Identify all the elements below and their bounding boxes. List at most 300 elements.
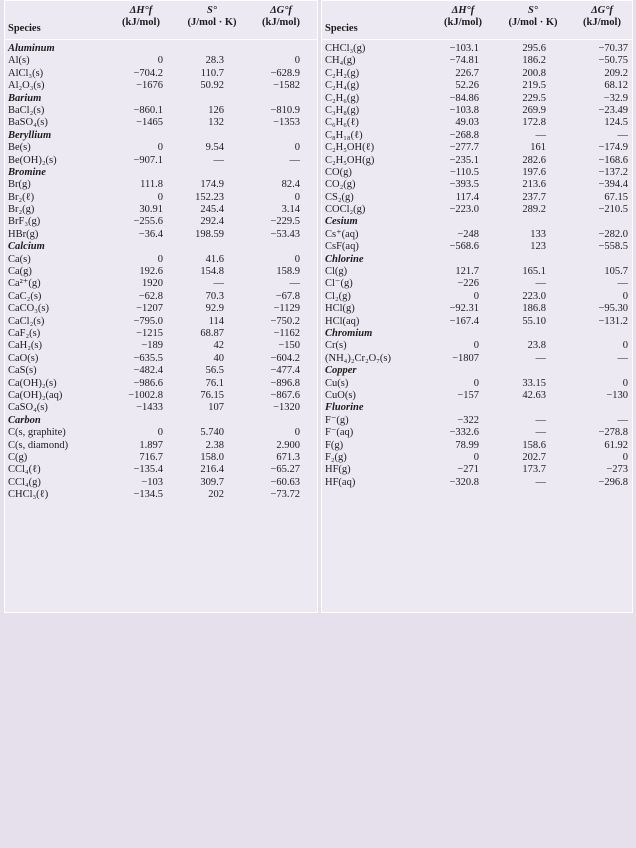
entropy-value: 229.5 <box>522 92 546 104</box>
enthalpy-value: 111.8 <box>140 179 163 191</box>
gibbs-value: 2.900 <box>276 439 300 451</box>
species-name: CaSO₄(s) <box>8 402 48 414</box>
table-row <box>5 204 317 216</box>
enthalpy-value: −271 <box>457 464 479 476</box>
table-row <box>5 328 317 340</box>
table-row <box>322 427 632 439</box>
table-row <box>322 464 632 476</box>
gibbs-value: 67.15 <box>604 191 628 203</box>
species-name: Br₂(g) <box>8 204 35 216</box>
entropy-value: 269.9 <box>522 104 546 116</box>
table-row <box>322 378 632 390</box>
enthalpy-value: 0 <box>157 142 163 154</box>
species-name: C₃H₈(g) <box>325 104 360 116</box>
entropy-value: 50.92 <box>200 80 224 92</box>
table-row <box>322 440 632 452</box>
table-row <box>5 192 317 204</box>
header-divider <box>322 39 632 40</box>
gibbs-value: 0 <box>622 290 628 302</box>
species-name: CHCl₃(ℓ) <box>8 489 49 501</box>
entropy-value: — <box>213 278 224 290</box>
enthalpy-value: 1920 <box>142 278 163 290</box>
gibbs-value: −1582 <box>273 80 300 92</box>
species-name: Ca²⁺(g) <box>8 278 41 290</box>
species-name: CaH₂(s) <box>8 340 42 352</box>
entropy-value: 158.6 <box>522 439 546 451</box>
table-row <box>5 117 317 129</box>
entropy-value: 237.7 <box>522 191 546 203</box>
enthalpy-value: −235.1 <box>449 154 479 166</box>
gibbs-header <box>574 5 630 29</box>
table-row <box>322 192 632 204</box>
group-heading-row <box>322 365 632 377</box>
entropy-value: 173.7 <box>522 464 546 476</box>
enthalpy-value: −1433 <box>136 402 163 414</box>
enthalpy-unit: (kJ/mol) <box>122 17 160 28</box>
group-heading-row <box>322 328 632 340</box>
gibbs-value: 105.7 <box>604 266 628 278</box>
table-row <box>5 303 317 315</box>
enthalpy-value: −986.6 <box>133 377 163 389</box>
table-row <box>322 415 632 427</box>
table-row <box>322 105 632 117</box>
entropy-header <box>177 5 247 29</box>
enthalpy-value: −907.1 <box>133 154 163 166</box>
species-name: CH₄(g) <box>325 55 356 67</box>
species-name: C(s, graphite) <box>8 427 66 439</box>
gibbs-value: −229.5 <box>270 216 300 228</box>
gibbs-value: −95.30 <box>598 303 628 315</box>
enthalpy-value: 0 <box>473 377 479 389</box>
enthalpy-value: 192.6 <box>139 266 163 278</box>
entropy-value: — <box>535 129 546 141</box>
entropy-value: 42.63 <box>522 389 546 401</box>
gibbs-value: −53.43 <box>270 228 300 240</box>
gibbs-unit: (kJ/mol) <box>262 17 300 28</box>
species-name: (NH₄)₂Cr₂O₇(s) <box>325 352 391 364</box>
table-row <box>322 266 632 278</box>
gibbs-value: −137.2 <box>598 166 628 178</box>
gibbs-value: — <box>289 278 300 290</box>
species-name: CaO(s) <box>8 352 39 364</box>
entropy-value: 56.5 <box>205 365 224 377</box>
entropy-value: 9.54 <box>205 142 224 154</box>
species-name: CS₂(g) <box>325 191 354 203</box>
entropy-value: 165.1 <box>522 266 546 278</box>
entropy-value: 219.5 <box>522 80 546 92</box>
entropy-unit: (J/mol · K) <box>508 17 558 28</box>
enthalpy-value: −795.0 <box>133 315 163 327</box>
enthalpy-value: 0 <box>473 340 479 352</box>
enthalpy-value: −36.4 <box>138 228 163 240</box>
table-row <box>5 55 317 67</box>
gibbs-value: 61.92 <box>604 439 628 451</box>
enthalpy-value: 78.99 <box>455 439 479 451</box>
gibbs-value: 158.9 <box>276 266 300 278</box>
enthalpy-value: 0 <box>157 191 163 203</box>
species-name: Be(s) <box>8 142 31 154</box>
table-row <box>5 229 317 241</box>
species-header: Species <box>325 23 358 34</box>
species-name: CO(g) <box>325 166 352 178</box>
gibbs-value: 68.12 <box>604 80 628 92</box>
group-heading-row <box>322 216 632 228</box>
left-table-panel <box>4 0 318 613</box>
right-table-panel <box>321 0 633 613</box>
gibbs-value: −210.5 <box>598 204 628 216</box>
table-row <box>5 427 317 439</box>
table-row <box>5 179 317 191</box>
gibbs-value: 0 <box>622 377 628 389</box>
entropy-value: 126 <box>208 104 224 116</box>
entropy-value: 213.6 <box>522 179 546 191</box>
gibbs-value: 0 <box>294 253 300 265</box>
table-row <box>5 464 317 476</box>
enthalpy-value: 716.7 <box>139 451 163 463</box>
entropy-value: — <box>213 154 224 166</box>
table-row <box>322 93 632 105</box>
gibbs-value: 124.5 <box>604 117 628 129</box>
entropy-header <box>498 5 568 29</box>
entropy-value: 152.23 <box>195 191 224 203</box>
table-row <box>5 390 317 402</box>
table-row <box>5 142 317 154</box>
gibbs-value: −70.37 <box>598 43 628 54</box>
species-name: F⁻(aq) <box>325 427 354 439</box>
gibbs-value: −278.8 <box>598 427 628 439</box>
gibbs-header <box>253 5 309 29</box>
enthalpy-value: 0 <box>157 253 163 265</box>
group-heading-row <box>5 43 317 55</box>
gibbs-value: −810.9 <box>270 104 300 116</box>
enthalpy-value: 0 <box>157 55 163 67</box>
species-name: CaF₂(s) <box>8 327 41 339</box>
entropy-value: 40 <box>213 352 224 364</box>
header-divider <box>5 39 317 40</box>
species-name: Al₂O₃(s) <box>8 80 45 92</box>
table-row <box>322 80 632 92</box>
gibbs-value: −1353 <box>273 117 300 129</box>
table-row <box>322 303 632 315</box>
enthalpy-symbol: ΔH°f <box>451 5 475 16</box>
gibbs-value: −50.75 <box>598 55 628 67</box>
species-name: CO₂(g) <box>325 179 356 191</box>
group-heading: Carbon <box>8 414 41 426</box>
gibbs-value: — <box>617 278 628 290</box>
entropy-value: 92.9 <box>205 303 224 315</box>
gibbs-value: −67.8 <box>275 290 300 302</box>
enthalpy-value: −322 <box>457 414 479 426</box>
table-row <box>322 117 632 129</box>
species-name: HCl(aq) <box>325 315 360 327</box>
species-name: HCl(g) <box>325 303 355 315</box>
entropy-value: 2.38 <box>205 439 224 451</box>
entropy-value: 154.8 <box>200 266 224 278</box>
enthalpy-value: −74.81 <box>449 55 479 67</box>
entropy-value: 295.6 <box>522 43 546 54</box>
enthalpy-value: −226 <box>457 278 479 290</box>
gibbs-value: 82.4 <box>281 179 300 191</box>
group-heading: Fluorine <box>325 402 364 414</box>
table-row <box>322 155 632 167</box>
gibbs-value: 0 <box>622 340 628 352</box>
species-name: CsF(aq) <box>325 241 359 253</box>
species-name: HF(g) <box>325 464 351 476</box>
entropy-value: 245.4 <box>200 204 224 216</box>
table-row <box>322 353 632 365</box>
enthalpy-value: 1.897 <box>139 439 163 451</box>
table-row <box>5 340 317 352</box>
gibbs-value: −477.4 <box>270 365 300 377</box>
entropy-value: 161 <box>530 142 546 154</box>
entropy-symbol: S° <box>206 5 218 16</box>
species-header: Species <box>8 23 41 34</box>
gibbs-value: −1320 <box>273 402 300 414</box>
group-heading: Copper <box>325 365 357 377</box>
species-name: Cu(s) <box>325 377 349 389</box>
group-heading-row <box>322 402 632 414</box>
entropy-value: 198.59 <box>195 228 224 240</box>
group-heading: Aluminum <box>8 43 55 54</box>
group-heading-row <box>5 93 317 105</box>
enthalpy-symbol: ΔH°f <box>129 5 153 16</box>
entropy-value: 282.6 <box>522 154 546 166</box>
entropy-value: 186.2 <box>522 55 546 67</box>
gibbs-value: 0 <box>622 451 628 463</box>
table-row <box>5 155 317 167</box>
species-name: F(g) <box>325 439 344 451</box>
table-row <box>5 489 317 501</box>
group-heading-row <box>5 130 317 142</box>
table-row <box>322 316 632 328</box>
gibbs-value: −131.2 <box>598 315 628 327</box>
entropy-value: 186.8 <box>522 303 546 315</box>
enthalpy-value: −1465 <box>136 117 163 129</box>
gibbs-value: −65.27 <box>270 464 300 476</box>
species-name: C₆H₆(ℓ) <box>325 117 359 129</box>
table-row <box>322 142 632 154</box>
table-row <box>322 130 632 142</box>
species-name: Ca(OH)₂(s) <box>8 377 57 389</box>
gibbs-value: 0 <box>294 427 300 439</box>
table-row <box>322 179 632 191</box>
enthalpy-value: 117.4 <box>455 191 479 203</box>
enthalpy-value: −1207 <box>136 303 163 315</box>
entropy-symbol: S° <box>527 5 539 16</box>
species-name: F₂(g) <box>325 451 347 463</box>
group-heading: Chlorine <box>325 253 364 265</box>
entropy-value: 133 <box>530 228 546 240</box>
gibbs-value: −130 <box>606 389 628 401</box>
gibbs-value: −73.72 <box>270 489 300 501</box>
group-heading-row <box>5 167 317 179</box>
enthalpy-value: −103.1 <box>449 43 479 54</box>
enthalpy-value: −268.8 <box>449 129 479 141</box>
entropy-value: 158.0 <box>200 451 224 463</box>
species-name: CaC₂(s) <box>8 290 42 302</box>
table-row <box>5 291 317 303</box>
table-row <box>322 167 632 179</box>
entropy-value: 33.15 <box>522 377 546 389</box>
enthalpy-value: −1676 <box>136 80 163 92</box>
enthalpy-value: 0 <box>473 290 479 302</box>
species-name: BrF₃(g) <box>8 216 41 228</box>
species-name: Ca(s) <box>8 253 31 265</box>
gibbs-value: −273 <box>606 464 628 476</box>
species-name: CaCO₃(s) <box>8 303 49 315</box>
group-heading: Chromium <box>325 327 373 339</box>
entropy-value: 123 <box>530 241 546 253</box>
gibbs-value: −628.9 <box>270 67 300 79</box>
enthalpy-value: 226.7 <box>455 67 479 79</box>
species-name: C(s, diamond) <box>8 439 69 451</box>
enthalpy-value: −92.31 <box>449 303 479 315</box>
entropy-value: 202 <box>208 489 224 501</box>
enthalpy-header <box>435 5 491 29</box>
gibbs-value: −296.8 <box>598 476 628 488</box>
gibbs-value: 671.3 <box>276 451 300 463</box>
entropy-value: — <box>535 427 546 439</box>
entropy-value: 28.3 <box>205 55 224 67</box>
table-row <box>322 291 632 303</box>
species-name: COCl₂(g) <box>325 204 366 216</box>
entropy-value: 23.8 <box>527 340 546 352</box>
gibbs-value: −896.8 <box>270 377 300 389</box>
enthalpy-value: −1807 <box>452 352 479 364</box>
left-table-body <box>5 43 317 501</box>
entropy-value: 174.9 <box>200 179 224 191</box>
species-name: C₂H₅OH(ℓ) <box>325 142 375 154</box>
group-heading: Bromine <box>8 166 46 178</box>
species-name: Cl⁻(g) <box>325 278 353 290</box>
enthalpy-value: −134.5 <box>133 489 163 501</box>
gibbs-value: — <box>617 129 628 141</box>
species-name: HF(aq) <box>325 476 356 488</box>
enthalpy-value: −704.2 <box>133 67 163 79</box>
group-heading: Barium <box>8 92 42 104</box>
species-name: C₈H₁₈(ℓ) <box>325 129 363 141</box>
gibbs-value: −1129 <box>273 303 300 315</box>
enthalpy-value: −135.4 <box>133 464 163 476</box>
table-row <box>322 43 632 55</box>
gibbs-unit: (kJ/mol) <box>583 17 621 28</box>
species-name: HBr(g) <box>8 228 39 240</box>
enthalpy-value: 121.7 <box>455 266 479 278</box>
table-row <box>5 278 317 290</box>
species-name: CuO(s) <box>325 389 356 401</box>
species-name: Br₂(ℓ) <box>8 191 35 203</box>
table-row <box>322 340 632 352</box>
gibbs-symbol: ΔG°f <box>270 5 292 16</box>
table-row <box>322 278 632 290</box>
enthalpy-value: −860.1 <box>133 104 163 116</box>
gibbs-value: 0 <box>294 142 300 154</box>
enthalpy-value: −255.6 <box>133 216 163 228</box>
enthalpy-value: −635.5 <box>133 352 163 364</box>
entropy-value: 68.87 <box>200 327 224 339</box>
table-row <box>322 204 632 216</box>
table-row <box>5 80 317 92</box>
species-name: BaSO₄(s) <box>8 117 48 129</box>
group-heading: Cesium <box>325 216 358 228</box>
gibbs-value: −282.0 <box>598 228 628 240</box>
entropy-value: — <box>535 278 546 290</box>
species-name: CaCl₂(s) <box>8 315 45 327</box>
enthalpy-value: −1215 <box>136 327 163 339</box>
enthalpy-value: −103 <box>141 476 163 488</box>
table-row <box>5 266 317 278</box>
species-name: F⁻(g) <box>325 414 349 426</box>
table-row <box>5 353 317 365</box>
gibbs-value: −394.4 <box>598 179 628 191</box>
gibbs-value: 3.14 <box>281 204 300 216</box>
enthalpy-value: −189 <box>141 340 163 352</box>
table-row <box>5 402 317 414</box>
species-name: CaS(s) <box>8 365 37 377</box>
enthalpy-header <box>113 5 169 29</box>
enthalpy-value: 30.91 <box>139 204 163 216</box>
table-row <box>5 68 317 80</box>
group-heading: Calcium <box>8 241 45 253</box>
entropy-value: 76.1 <box>205 377 224 389</box>
species-name: Cl(g) <box>325 266 348 278</box>
species-name: Cr(s) <box>325 340 347 352</box>
enthalpy-value: 0 <box>157 427 163 439</box>
gibbs-value: −23.49 <box>598 104 628 116</box>
species-name: Cl₂(g) <box>325 290 351 302</box>
table-row <box>5 378 317 390</box>
enthalpy-value: −62.8 <box>138 290 163 302</box>
species-name: AlCl₃(s) <box>8 67 44 79</box>
enthalpy-value: −277.7 <box>449 142 479 154</box>
entropy-value: 132 <box>208 117 224 129</box>
enthalpy-value: −248 <box>457 228 479 240</box>
table-row <box>5 216 317 228</box>
entropy-value: — <box>535 352 546 364</box>
table-row <box>5 105 317 117</box>
species-name: Cs⁺(aq) <box>325 228 359 240</box>
table-row <box>5 477 317 489</box>
species-name: C₂H₂(g) <box>325 67 360 79</box>
gibbs-value: −867.6 <box>270 389 300 401</box>
gibbs-symbol: ΔG°f <box>591 5 613 16</box>
enthalpy-value: 49.03 <box>455 117 479 129</box>
species-name: Ca(g) <box>8 266 32 278</box>
enthalpy-value: −482.4 <box>133 365 163 377</box>
table-row <box>5 452 317 464</box>
species-name: C₂H₄(g) <box>325 80 360 92</box>
gibbs-value: −750.2 <box>270 315 300 327</box>
table-row <box>322 55 632 67</box>
enthalpy-value: −223.0 <box>449 204 479 216</box>
enthalpy-value: 0 <box>473 451 479 463</box>
species-name: C(g) <box>8 451 28 463</box>
right-table-body <box>322 43 632 489</box>
entropy-value: 309.7 <box>200 476 224 488</box>
table-row <box>322 229 632 241</box>
enthalpy-value: −167.4 <box>449 315 479 327</box>
entropy-value: 42 <box>213 340 224 352</box>
gibbs-value: — <box>289 154 300 166</box>
gibbs-value: 0 <box>294 191 300 203</box>
group-heading-row <box>322 254 632 266</box>
table-row <box>322 241 632 253</box>
group-heading-row <box>5 241 317 253</box>
enthalpy-value: −320.8 <box>449 476 479 488</box>
entropy-value: 76.15 <box>200 389 224 401</box>
table-row <box>5 254 317 266</box>
gibbs-value: −168.6 <box>598 154 628 166</box>
